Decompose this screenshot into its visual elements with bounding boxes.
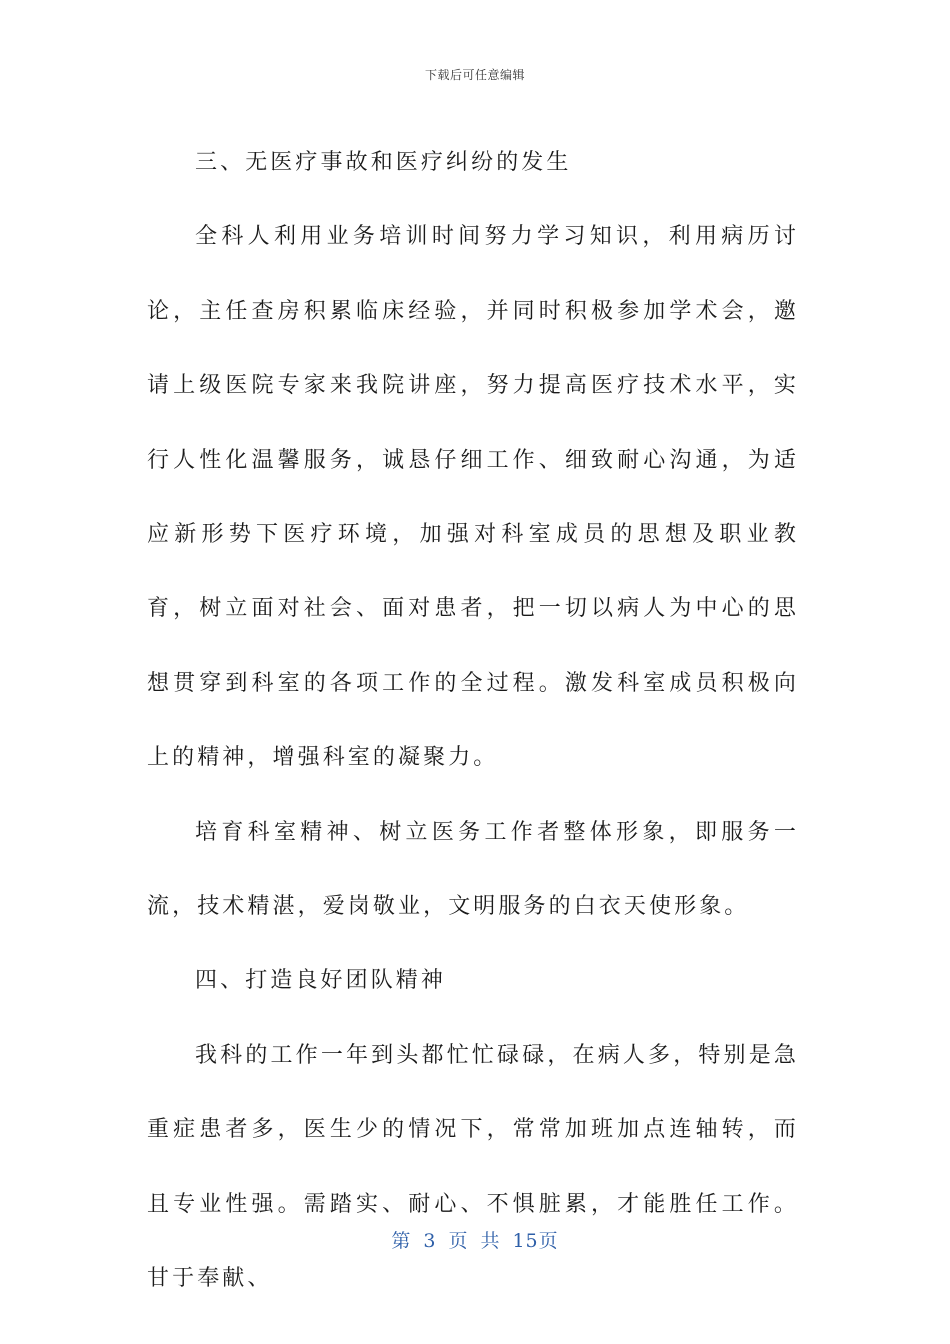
document-body [147,126,799,1317]
page-footer [0,1226,950,1253]
body-paragraph-2: 培育科室精神、树立医务工作者整体形象，即服务一流，技术精湛，爱岗敬业，文明服务的白衣天使形象。 [147,819,799,920]
section-heading-3: 三、无医疗事故和医疗纠纷的发生 [195,150,572,175]
footer-di: 第 [391,1230,412,1252]
header-note: 下载后可任意编辑 [424,68,525,82]
footer-current-page: 3 [423,1230,437,1252]
footer-gong: 共 [480,1230,501,1252]
body-paragraph-3: 我科的工作一年到头都忙忙碌碌，在病人多，特别是急重症患者多，医生少的情况下，常常加班加点连轴转，而且专业性强。需踏实、耐心、不惧脏累，才能胜任工作。甘于奉献、 [147,1042,799,1292]
body-paragraph-1: 全科人利用业务培训时间努力学习知识，利用病历讨论，主任查房积累临床经验，并同时积极参加学术会，邀请上级医院专家来我院讲座，努力提高医疗技术水平，实行人性化温馨服务，诚恳仔细工作、细致耐心沟通，为适应新形势下医疗环境，加强对科室成员的思想及职业教育，树立面对社会、面对患者，把一切以病人为中心的思想贯穿到科室的各项工作的全过程。激发科室成员积极向上的精神，增强科室的凝聚力。 [147,224,799,771]
footer-ye: 页 [448,1230,469,1252]
footer-total-pages: 15页 [512,1230,559,1252]
section-heading-4: 四、打造良好团队精神 [195,968,447,994]
